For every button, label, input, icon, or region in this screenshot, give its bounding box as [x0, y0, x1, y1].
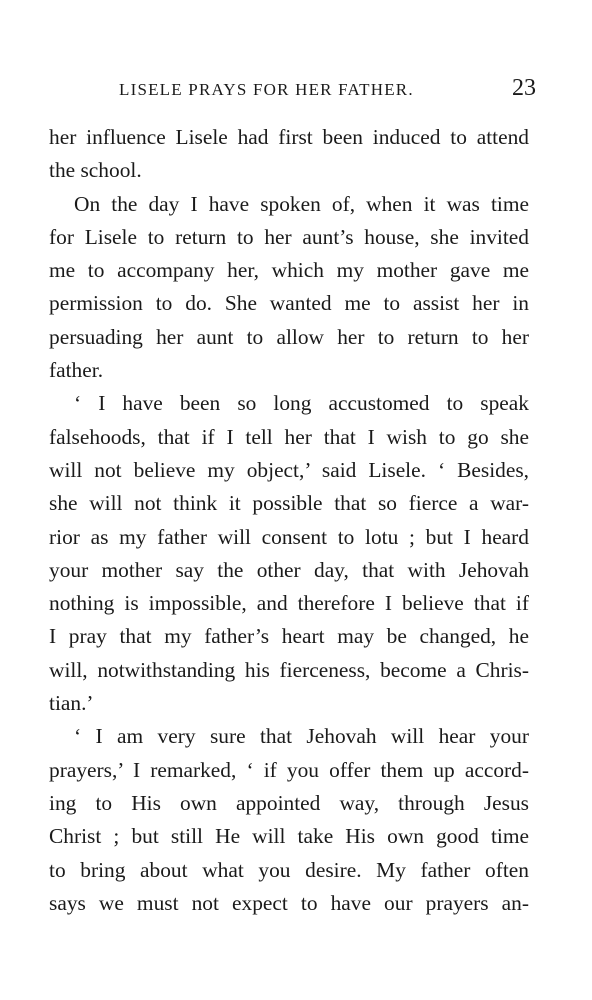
- text-line: persuading her aunt to allow her to return to her: [49, 324, 529, 349]
- text-line: will, notwithstanding his fierceness, become a Chris-: [49, 657, 529, 682]
- page-header: [49, 74, 542, 104]
- text-line: for Lisele to return to her aunt’s house, she invited: [49, 224, 529, 249]
- text-line: ‘ I have been so long accustomed to speak: [74, 391, 529, 416]
- running-head: LISELE PRAYS FOR HER FATHER.: [119, 80, 414, 99]
- text-line: permission to do. She wanted me to assist her in: [49, 291, 529, 316]
- text-line: father.: [49, 358, 104, 383]
- text-line: prayers,’ I remarked, ‘ if you offer them up accord-: [49, 757, 529, 782]
- text-line: ing to His own appointed way, through Jesus: [49, 790, 529, 815]
- text-line: to bring about what you desire. My father often: [49, 857, 529, 882]
- page-number: 23: [512, 75, 536, 101]
- text-line: says we must not expect to have our prayers an-: [49, 890, 529, 915]
- text-line: falsehoods, that if I tell her that I wish to go she: [49, 424, 529, 449]
- text-line: tian.’: [49, 691, 94, 716]
- text-line: rior as my father will consent to lotu ; but I heard: [49, 524, 529, 549]
- text-line: her influence Lisele had first been induced to attend: [49, 125, 529, 149]
- text-line: your mother say the other day, that with Jehovah: [49, 557, 529, 582]
- text-line: she will not think it possible that so fierce a war-: [49, 491, 529, 516]
- text-line: will not believe my object,’ said Lisele. ‘ Besides,: [49, 457, 529, 482]
- text-line: I pray that my father’s heart may be changed, he: [49, 624, 529, 649]
- text-line: ‘ I am very sure that Jehovah will hear your: [74, 724, 529, 749]
- text-line: On the day I have spoken of, when it was time: [74, 191, 529, 216]
- text-line: Christ ; but still He will take His own good time: [49, 824, 529, 849]
- text-line: me to accompany her, which my mother gave me: [49, 258, 529, 283]
- text-line: nothing is impossible, and therefore I believe that if: [49, 591, 529, 616]
- text-line: the school.: [49, 158, 142, 183]
- body-text: [49, 121, 529, 920]
